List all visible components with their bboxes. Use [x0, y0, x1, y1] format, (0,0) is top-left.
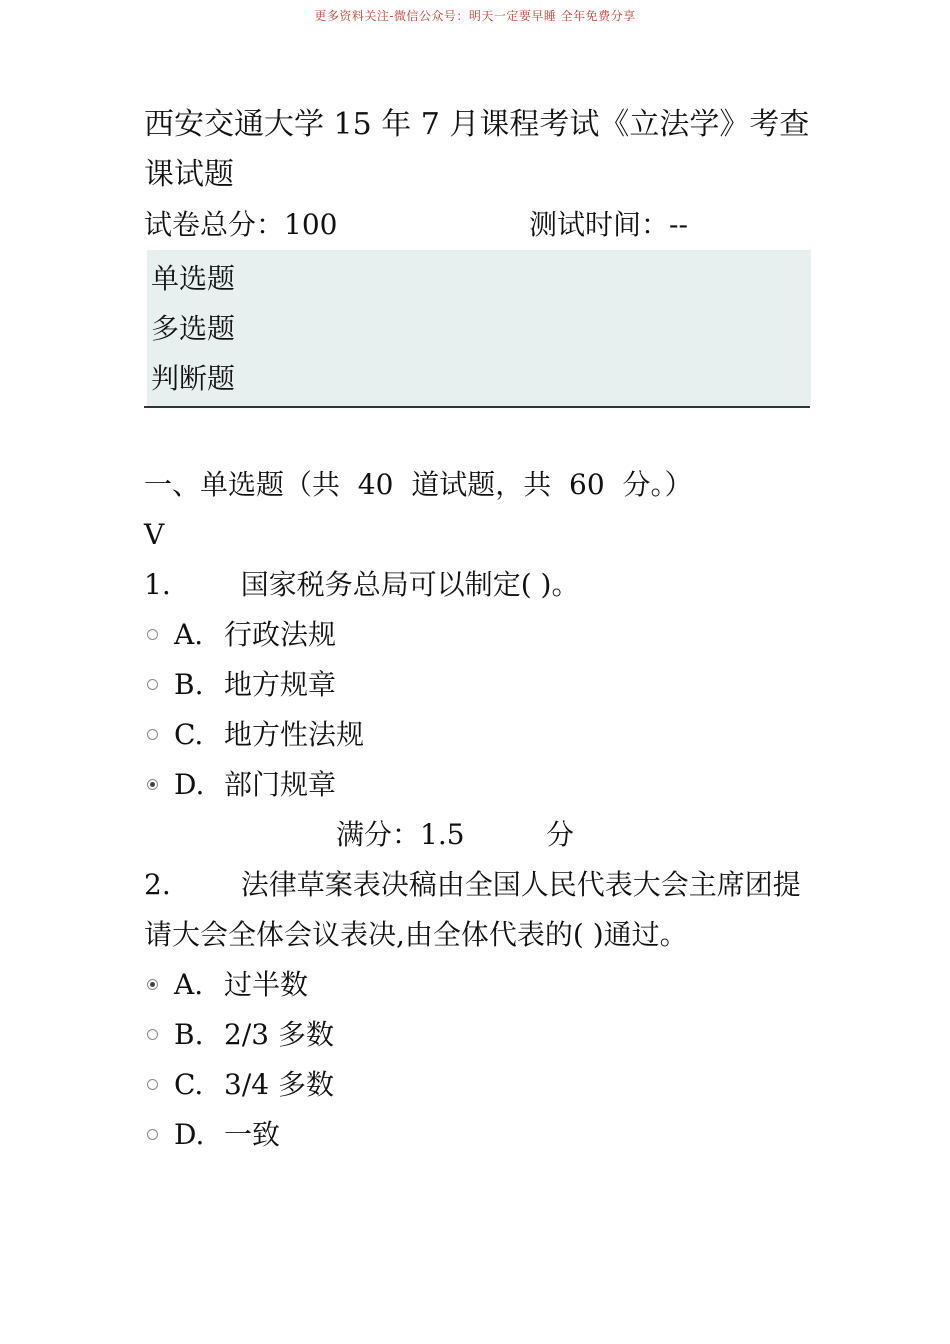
- option-letter: A.: [174, 968, 204, 1001]
- radio-button[interactable]: [147, 1129, 158, 1140]
- option-letter: A.: [174, 618, 204, 651]
- score-label: 满分：1.5: [336, 818, 465, 851]
- section-nav: [147, 250, 811, 406]
- option-d[interactable]: [144, 760, 810, 810]
- nav-true-false-link[interactable]: 判断题: [151, 362, 236, 395]
- question-2: [144, 860, 810, 1160]
- option-a[interactable]: [144, 610, 810, 660]
- option-text: 2/3 多数: [224, 1018, 334, 1051]
- option-c[interactable]: [144, 710, 810, 760]
- banner-text: 更多资料关注-微信公众号：明天一定要早睡 全年免费分享: [314, 9, 636, 23]
- section-mark: V: [144, 518, 165, 551]
- option-b[interactable]: [144, 660, 810, 710]
- divider: [144, 406, 810, 408]
- exam-meta: [144, 200, 810, 250]
- total-score: 试卷总分：100: [144, 208, 338, 241]
- option-letter: B.: [174, 668, 204, 701]
- question-stem: 国家税务总局可以制定( )。: [240, 568, 580, 601]
- question-number: 1.: [144, 568, 171, 601]
- option-letter: B.: [174, 1018, 204, 1051]
- option-text: 部门规章: [224, 768, 337, 801]
- option-text: 过半数: [224, 968, 309, 1001]
- question-score: [144, 810, 810, 860]
- option-text: 一致: [224, 1118, 281, 1151]
- question-number: 2.: [144, 868, 171, 901]
- option-a[interactable]: [144, 960, 810, 1010]
- option-letter: C.: [174, 718, 204, 751]
- option-letter: D.: [174, 1118, 205, 1151]
- option-letter: D.: [174, 768, 205, 801]
- question-stem: 法律草案表决稿由全国人民代表大会主席团提请大会全体会议表决,由全体代表的( )通过。: [144, 868, 801, 951]
- question-text: [144, 560, 810, 610]
- nav-multiple-choice-link[interactable]: 多选题: [151, 312, 236, 345]
- question-1: [144, 560, 810, 860]
- option-letter: C.: [174, 1068, 204, 1101]
- option-text: 3/4 多数: [224, 1068, 334, 1101]
- option-d[interactable]: [144, 1110, 810, 1160]
- nav-single-choice-link[interactable]: 单选题: [151, 262, 236, 295]
- radio-button[interactable]: [147, 629, 158, 640]
- exam-title: 西安交通大学 15 年 7 月课程考试《立法学》考查课试题: [144, 107, 810, 192]
- score-unit: 分: [546, 818, 575, 851]
- question-text: [144, 860, 810, 960]
- test-time: 测试时间：--: [529, 208, 688, 241]
- radio-button[interactable]: [147, 1029, 158, 1040]
- radio-button-selected[interactable]: [147, 779, 158, 790]
- option-c[interactable]: [144, 1060, 810, 1110]
- radio-button-selected[interactable]: [147, 979, 158, 990]
- section-heading: 一、单选题（共 40 道试题，共 60 分。）: [144, 468, 693, 501]
- radio-button[interactable]: [147, 1079, 158, 1090]
- radio-button[interactable]: [147, 679, 158, 690]
- radio-button[interactable]: [147, 729, 158, 740]
- option-text: 行政法规: [224, 618, 337, 651]
- option-b[interactable]: [144, 1010, 810, 1060]
- exam-page: [144, 100, 810, 1160]
- option-text: 地方性法规: [224, 718, 365, 751]
- option-text: 地方规章: [224, 668, 337, 701]
